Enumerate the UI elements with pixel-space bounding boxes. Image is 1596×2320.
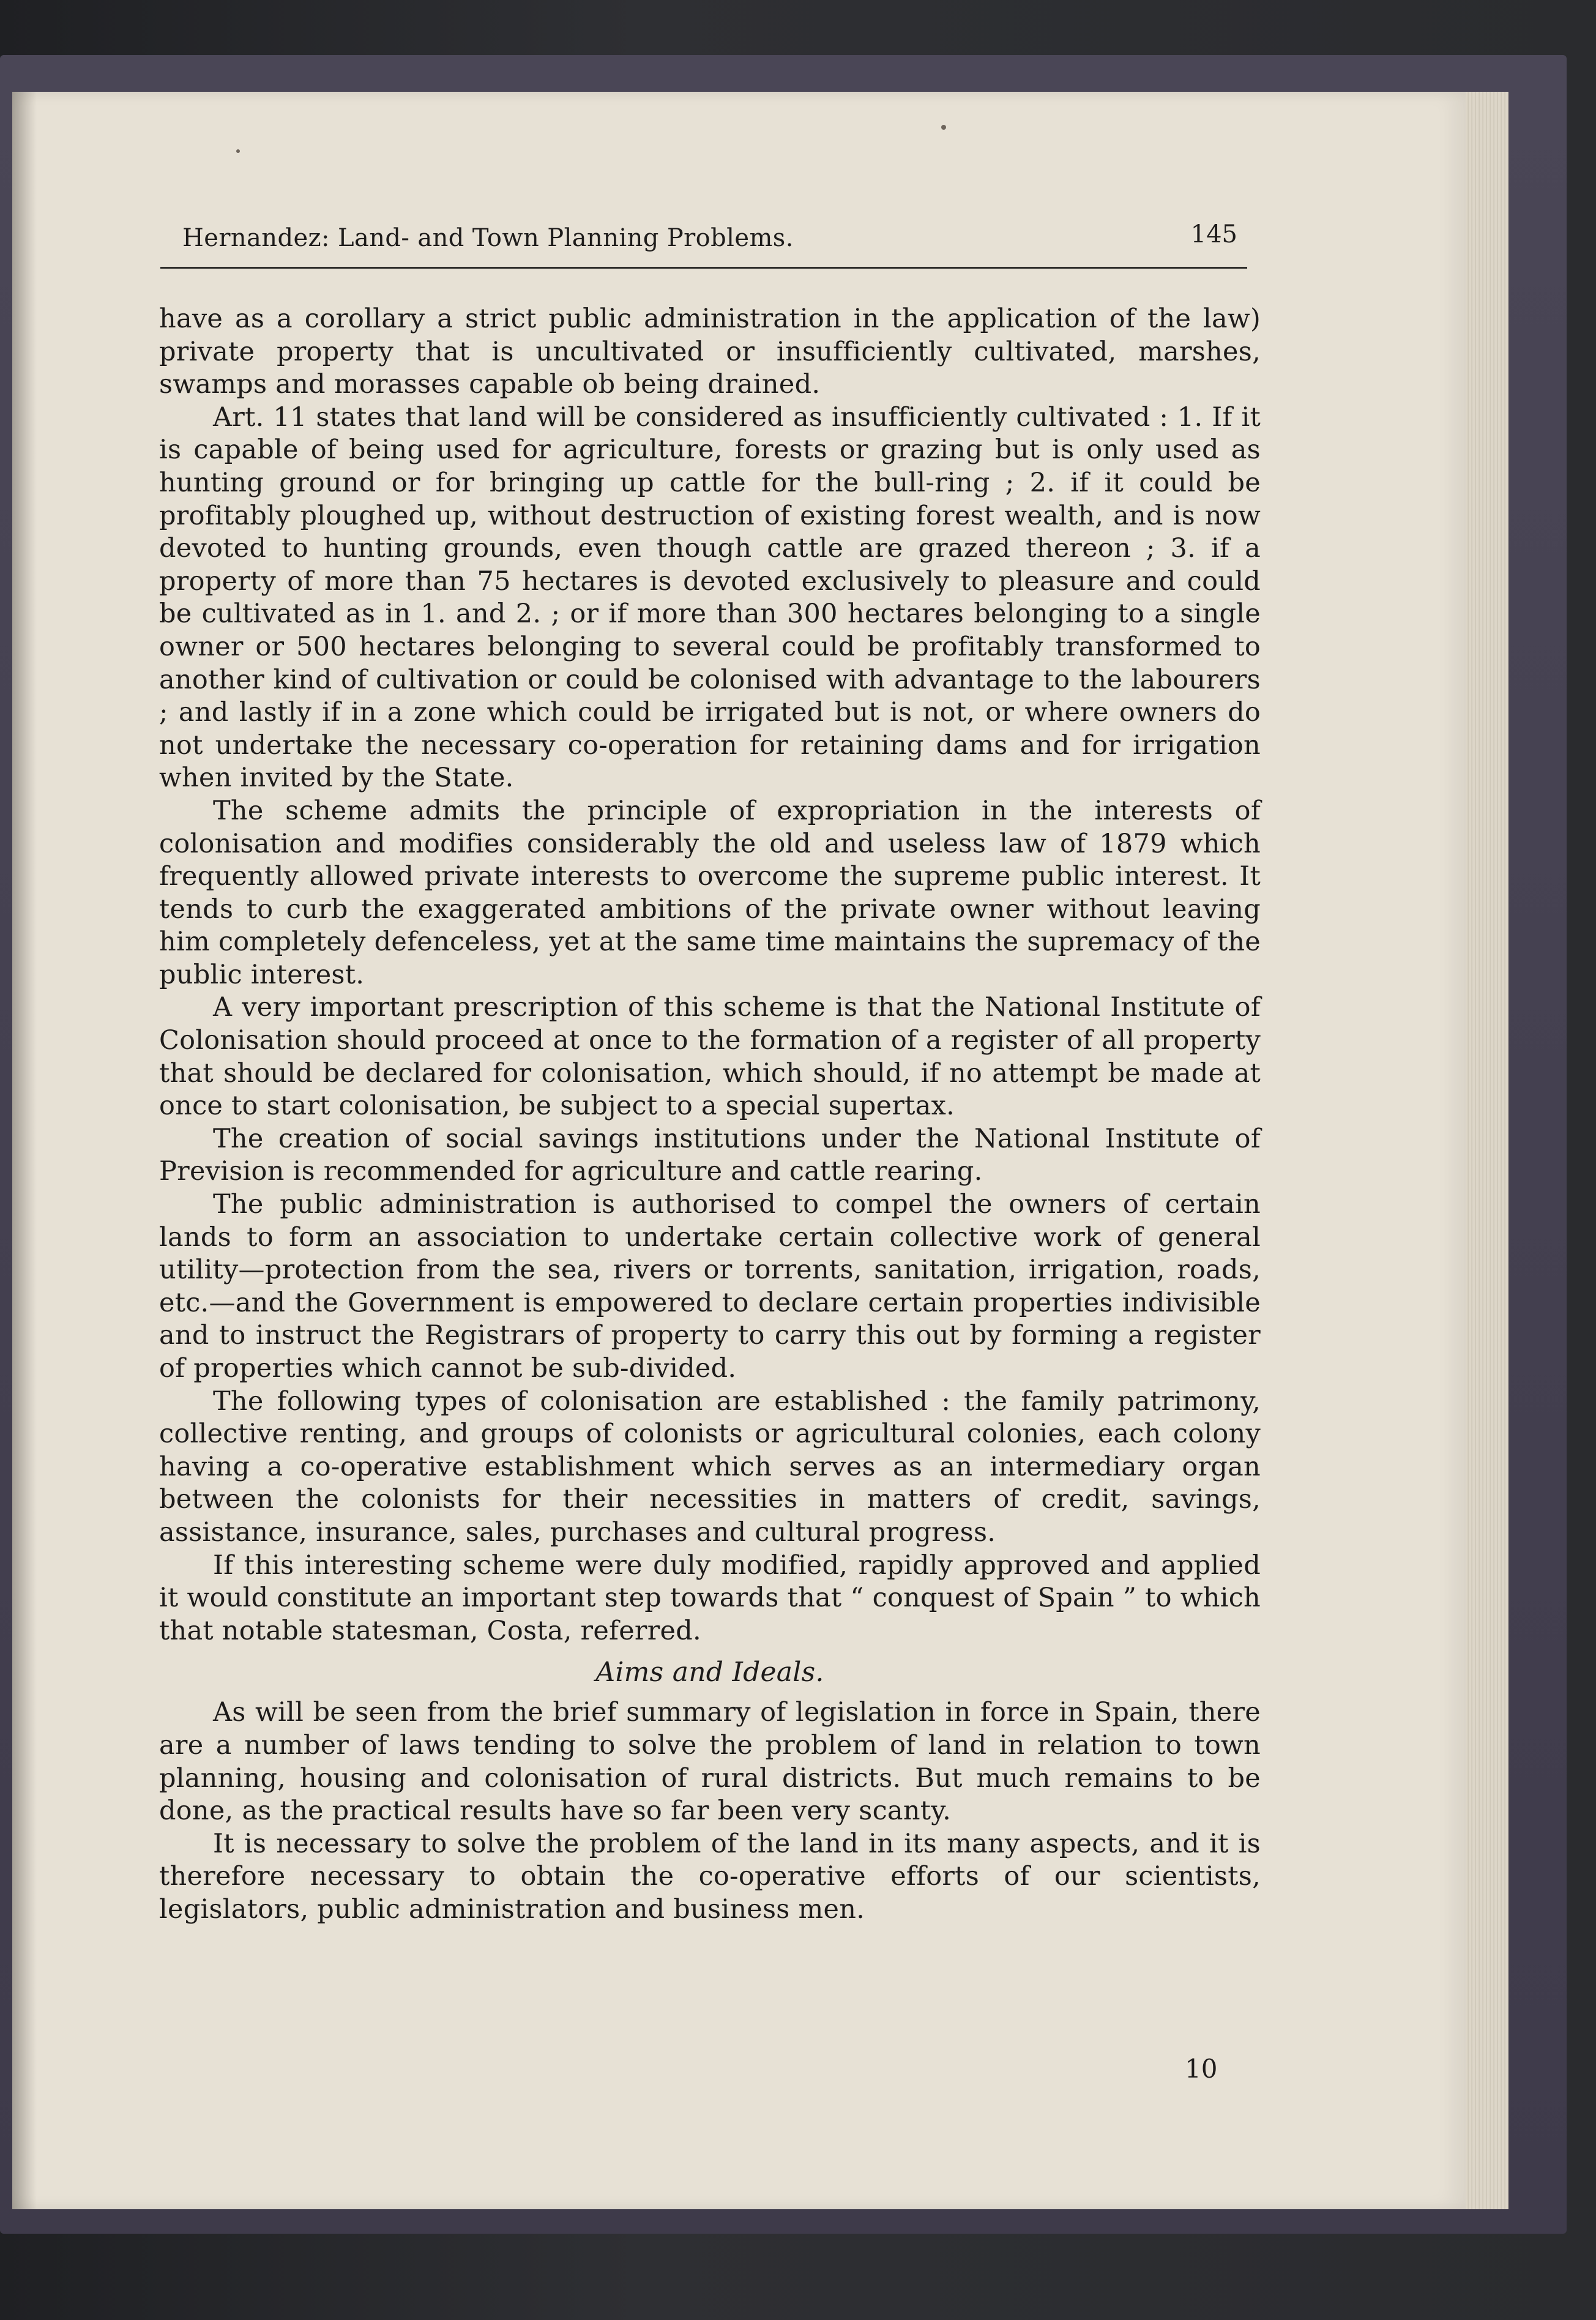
paper-speck: [236, 149, 240, 153]
paragraph: have as a corollary a strict public administration in the application of the law) private property that is uncultivated or insufficiently cultivated, marshes, swamps and morasses capable ob being drained.: [159, 304, 1261, 400]
page-number: 145: [1190, 220, 1237, 248]
running-title: Hernandez: Land- and Town Planning Problems.: [182, 224, 794, 252]
running-head: [160, 219, 1247, 266]
section-heading: Aims and Ideals.: [595, 1657, 824, 1688]
paragraph: As will be seen from the brief summary of legislation in force in Spain, there are a number of laws tending to solve the problem of land in relation to town planning, housing and colonisation of rural districts. But much remains to be done, as the practical results have so far been very scanty.: [159, 1697, 1261, 1827]
page-edges: [1466, 92, 1508, 2209]
header-rule: [160, 267, 1247, 269]
paragraph: The following types of colonisation are established : the family patrimony, collective renting, and groups of colonists or agricultural colonies, each colony having a co-operative establishment which serves as an intermediary organ between the colonists for their necessities in matters of credit, savings, assistance, insurance, sales, purchases and cultural progress.: [159, 1386, 1261, 1548]
paragraph: It is necessary to solve the problem of the land in its many aspects, and it is therefore necessary to obtain the co-operative efforts of our scientists, legislators, public administration and business men.: [159, 1828, 1261, 1925]
paragraph: The scheme admits the principle of expropriation in the interests of colonisation and modifies considerably the old and useless law of 1879 which frequently allowed private interests to overcome the supreme public interest. It tends to curb the exaggerated ambitions of the private owner without leaving him completely defenceless, yet at the same time maintains the supremacy of the public interest.: [159, 795, 1261, 990]
paragraph: The creation of social savings institutions under the National Institute of Prevision is recommended for agriculture and cattle rearing.: [159, 1123, 1261, 1187]
spine-shadow: [12, 92, 37, 2209]
paper-speck: [941, 125, 946, 130]
signature-number: 10: [1185, 2054, 1218, 2084]
page-body: [159, 303, 1261, 1926]
paragraph: The public administration is authorised to compel the owners of certain lands to form an association to undertake certain collective work of general utility—protection from the sea, rivers or torrents, sanitation, irrigation, roads, etc.—and the Government is empowered to declare certain properties indivisible and to instruct the Registrars of property to carry this out by forming a register of properties which cannot be sub-divided.: [159, 1189, 1261, 1384]
paragraph: A very important prescription of this scheme is that the National Institute of Colonisation should proceed at once to the formation of a register of all property that should be declared for colonisation, which should, if no attempt be made at once to start colonisation, be subject to a special supertax.: [159, 992, 1261, 1122]
paragraph: Art. 11 states that land will be considered as insufficiently cultivated : 1. If it is capable of being used for agriculture, forests or grazing but is only used as hunting ground or for bringing up cattle for the bull-ring ; 2. if it could be profitably ploughed up, without destruction of existing forest wealth, and is now devoted to hunting grounds, even though cattle are grazed thereon ; 3. if a property of more than 75 hectares is devoted exclusively to pleasure and could be cultivated as in 1. and 2. ; or if more than 300 hectares belonging to a single owner or 500 hectares belonging to several could be profitably transformed to another kind of cultivation or could be colonised with advantage to the labourers ; and lastly if in a zone which could be irrigated but is not, or where owners do not undertake the necessary co-operation for retaining dams and for irrigation when invited by the State.: [159, 401, 1261, 794]
paragraph: If this interesting scheme were duly modified, rapidly approved and applied it would constitute an important step towards that “ conquest of Spain ” to which that notable statesman, Costa, referred.: [159, 1550, 1261, 1646]
